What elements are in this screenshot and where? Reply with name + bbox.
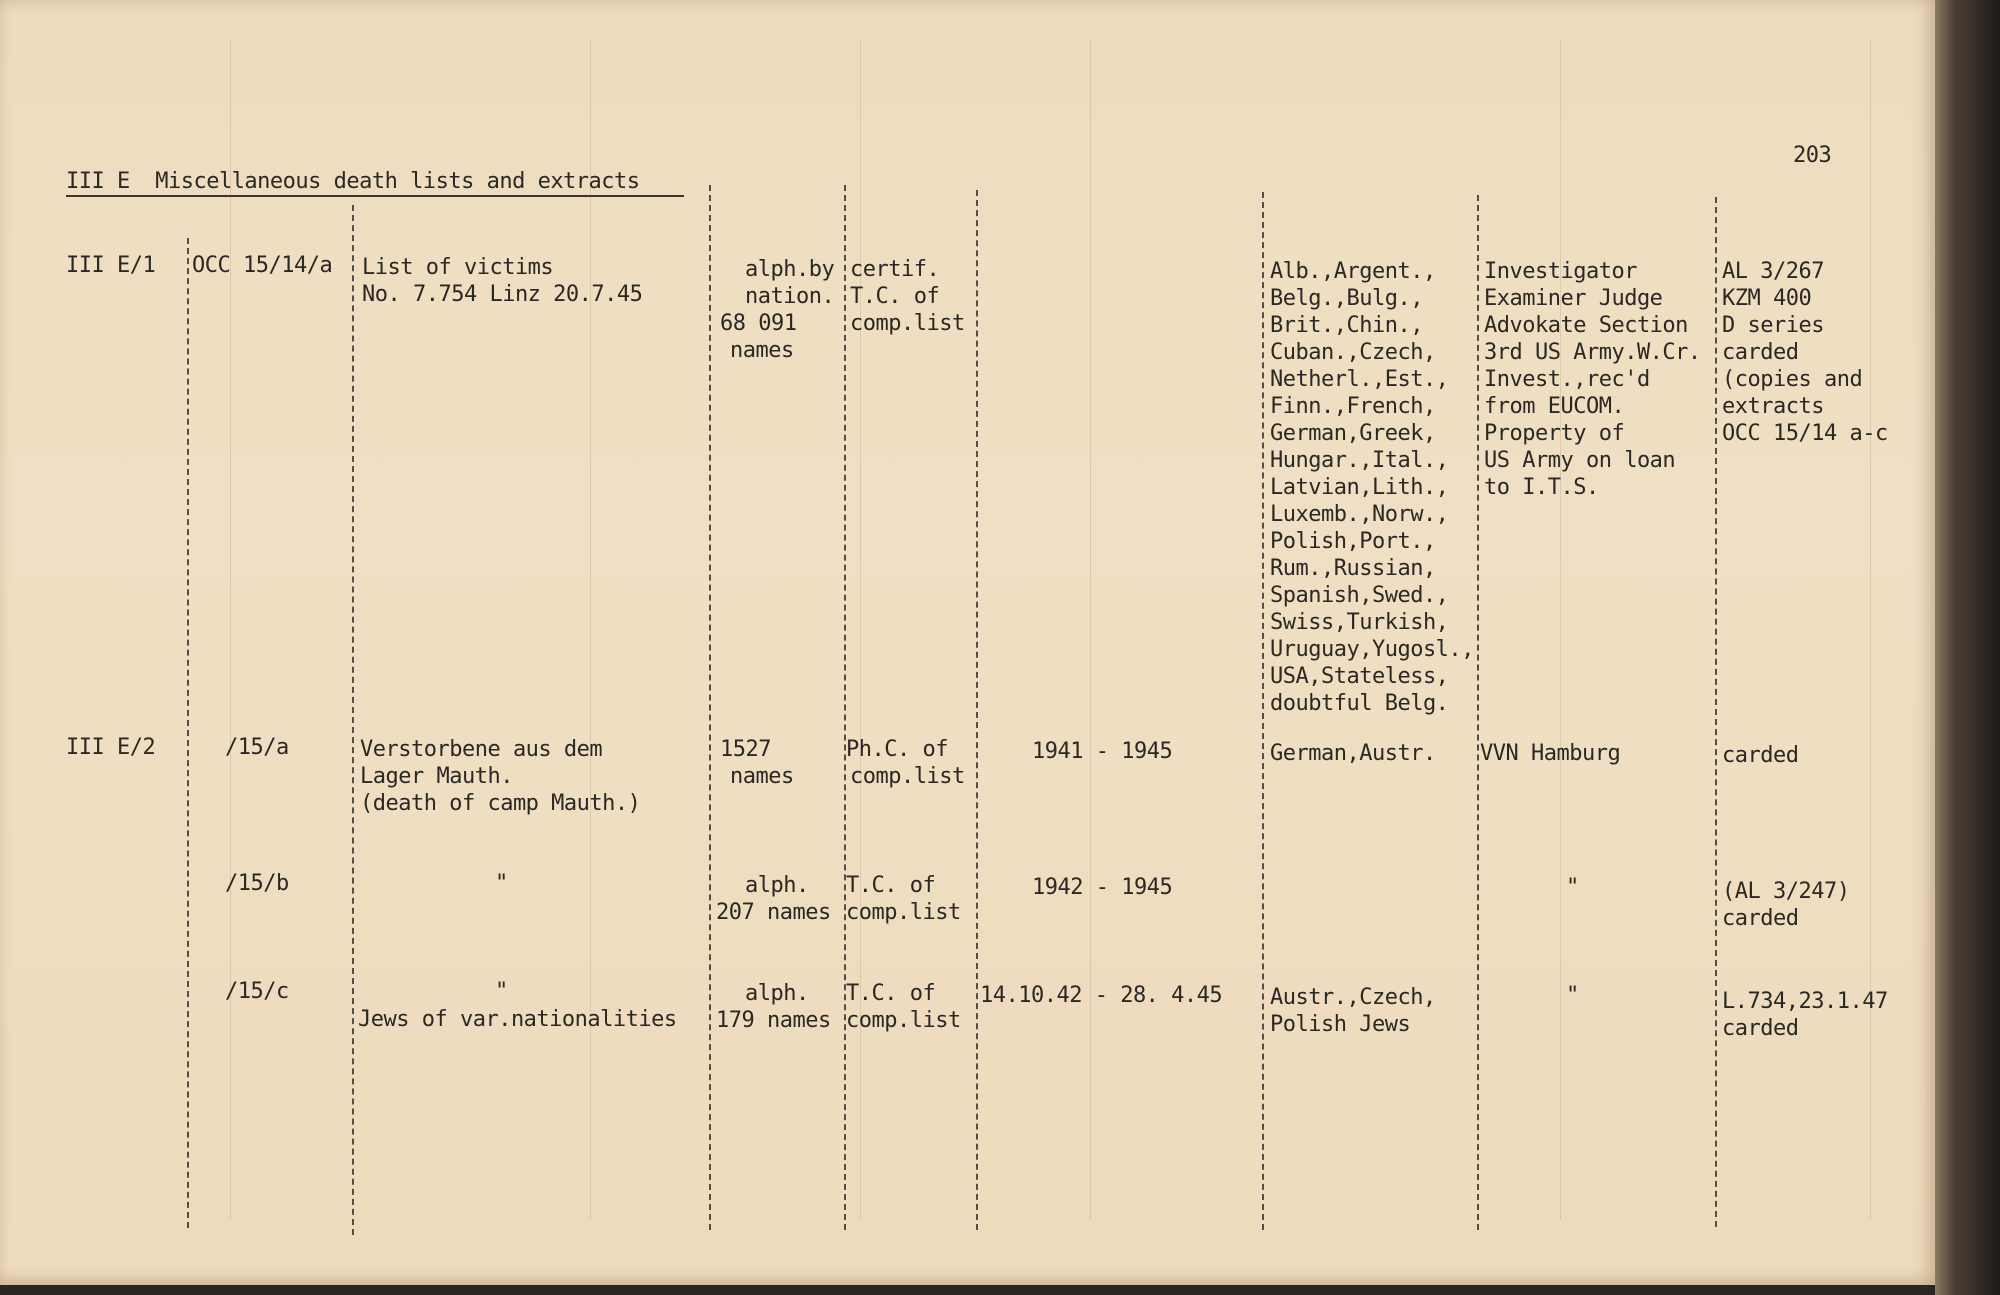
row-file-number: /15/c [225,979,289,1004]
row-type-line: T.C. of [846,981,936,1006]
row-nationality-line: Hungar.,Ital., [1270,448,1449,473]
row-nationality-line: Latvian,Lith., [1270,475,1449,500]
row-nationality-line: Uruguay,Yugosl., [1270,637,1474,662]
row-nationality-line: USA,Stateless, [1270,664,1449,689]
row-remarks-line: carded [1722,1016,1799,1041]
row-nationality-line: Belg.,Bulg., [1270,286,1423,311]
row-names-line: names [730,338,794,363]
row-source-line: Invest.,rec'd [1484,367,1650,392]
row-names-line: alph. [745,873,809,898]
column-divider [1477,195,1479,1230]
row-source-line: Property of [1484,421,1625,446]
row-type-line: T.C. of [846,873,936,898]
row-title-line: List of victims [362,255,554,280]
row-source-line: Advokate Section [1484,313,1688,338]
row-source-line: Investigator [1484,259,1637,284]
row-type-line: comp.list [850,311,965,336]
row-nationality-line: German,Greek, [1270,421,1436,446]
row-source-line: " [1566,983,1579,1008]
section-heading: III E Miscellaneous death lists and extracts [66,169,640,194]
row-nationality-line: Netherl.,Est., [1270,367,1449,392]
row-nationality-line: Polish,Port., [1270,529,1436,554]
row-ref: III E/2 [66,735,156,760]
column-divider [1715,197,1717,1227]
row-type-line: comp.list [846,1008,961,1033]
row-source-line: VVN Hamburg [1480,741,1621,766]
binder-edge [1935,0,2000,1295]
row-source-line: " [1566,875,1579,900]
column-divider [352,205,354,1235]
row-file-number: /15/a [225,735,289,760]
row-nationality-line: Swiss,Turkish, [1270,610,1449,635]
row-names-line: 179 names [716,1008,831,1033]
row-nationality-line: German,Austr. [1270,741,1436,766]
row-file-number: OCC 15/14/a [192,253,333,278]
row-nationality-line: Finn.,French, [1270,394,1436,419]
heading-underline [66,195,684,197]
row-title-line: (death of camp Mauth.) [360,791,641,816]
row-source-line: to I.T.S. [1484,475,1599,500]
row-names-line: 207 names [716,900,831,925]
row-nationality-line: Cuban.,Czech, [1270,340,1436,365]
row-names-line: nation. [745,284,835,309]
row-title-line: No. 7.754 Linz 20.7.45 [362,282,643,307]
row-type-line: certif. [850,257,940,282]
row-nationality-line: Brit.,Chin., [1270,313,1423,338]
row-type-line: comp.list [850,764,965,789]
column-divider [709,185,711,1230]
row-title-line: Jews of var.nationalities [358,1007,677,1032]
row-source-line: Examiner Judge [1484,286,1663,311]
column-divider [1262,192,1264,1230]
row-ref: III E/1 [66,253,156,278]
row-remarks-line: carded [1722,340,1799,365]
row-remarks-line: (AL 3/247) [1722,879,1850,904]
row-period: 1942 - 1945 [1032,875,1173,900]
row-nationality-line: doubtful Belg. [1270,691,1449,716]
column-divider [187,238,189,1228]
row-nationality-line: Austr.,Czech, [1270,985,1436,1010]
row-remarks-line: extracts [1722,394,1824,419]
row-nationality-line: Spanish,Swed., [1270,583,1449,608]
row-remarks-line: carded [1722,743,1799,768]
row-title-line: " [495,871,508,896]
row-nationality-line: Alb.,Argent., [1270,259,1436,284]
row-names-line: alph.by [745,257,835,282]
row-source-line: from EUCOM. [1484,394,1625,419]
row-source-line: US Army on loan [1484,448,1676,473]
row-remarks-line: OCC 15/14 a-c [1722,421,1888,446]
row-names-line: 1527 [720,737,771,762]
row-source-line: 3rd US Army.W.Cr. [1484,340,1701,365]
row-nationality-line: Polish Jews [1270,1012,1411,1037]
row-remarks-line: D series [1722,313,1824,338]
row-nationality-line: Luxemb.,Norw., [1270,502,1449,527]
row-title-line: " [495,979,508,1004]
row-type-line: Ph.C. of [846,737,948,762]
row-remarks-line: KZM 400 [1722,286,1812,311]
row-title-line: Verstorbene aus dem [360,737,603,762]
column-divider [976,190,978,1230]
column-divider [844,185,846,1230]
row-names-line: 68 091 [720,311,797,336]
row-names-line: names [730,764,794,789]
row-remarks-line: (copies and [1722,367,1863,392]
row-remarks-line: carded [1722,906,1799,931]
row-names-line: alph. [745,981,809,1006]
row-type-line: comp.list [846,900,961,925]
row-title-line: Lager Mauth. [360,764,513,789]
page-number: 203 [1793,143,1832,168]
row-period: 14.10.42 - 28. 4.45 [980,983,1223,1008]
row-file-number: /15/b [225,871,289,896]
row-nationality-line: Rum.,Russian, [1270,556,1436,581]
row-period: 1941 - 1945 [1032,739,1173,764]
row-type-line: T.C. of [850,284,940,309]
row-remarks-line: AL 3/267 [1722,259,1824,284]
row-remarks-line: L.734,23.1.47 [1722,989,1888,1014]
